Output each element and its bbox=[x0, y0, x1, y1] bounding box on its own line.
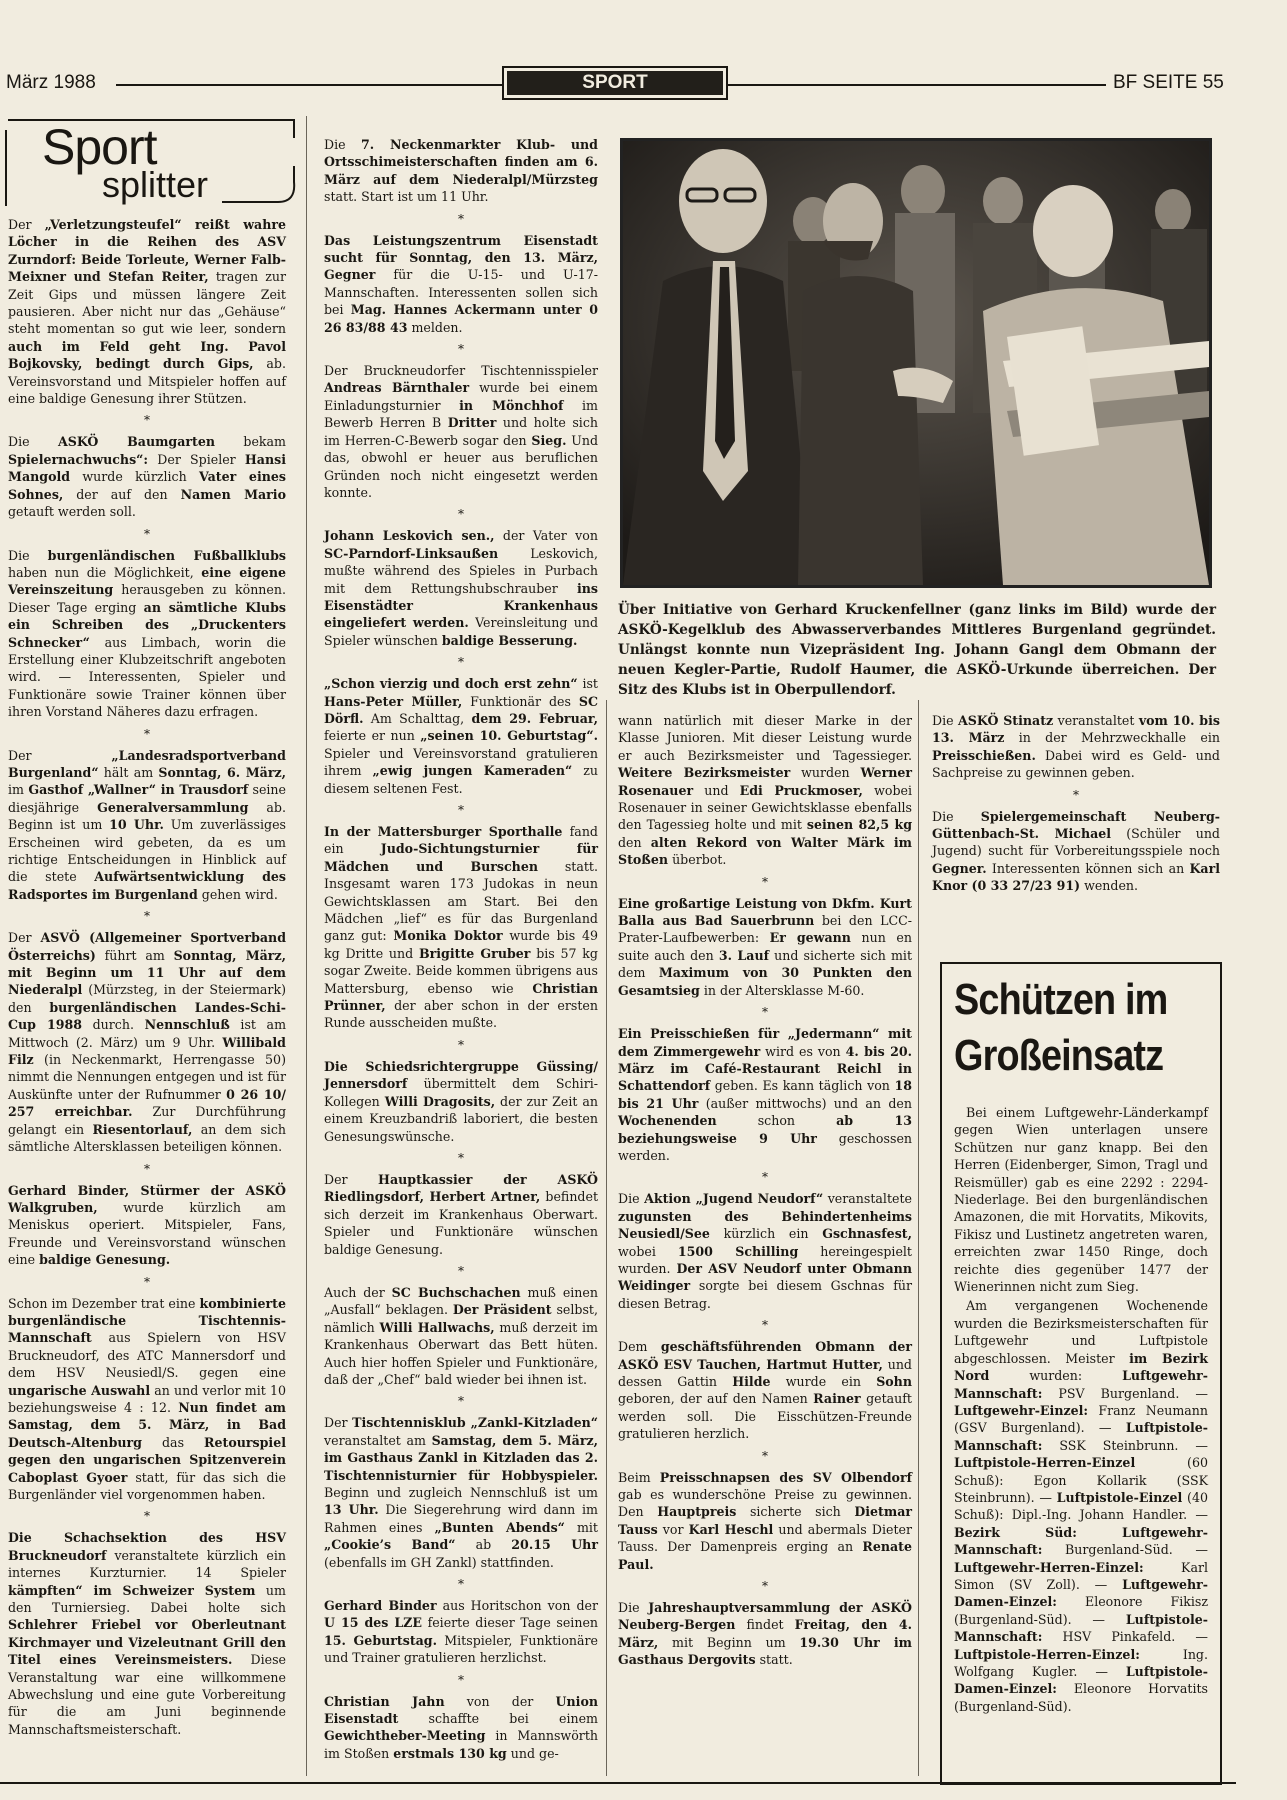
separator-asterisk: * bbox=[762, 1005, 768, 1020]
separator-asterisk: * bbox=[458, 211, 464, 226]
separator-asterisk: * bbox=[762, 1318, 768, 1333]
box-body bbox=[954, 1104, 1208, 1715]
news-item: Der Bruckneudorfer Tischtennisspieler Andreas Bärnthaler wurde bei einem Einladungsturnier in Mönchhof im Bewerb Herren B Dritter und holte sich im Herren-C-Bewerb sogar den Sieg. Und das, obwohl er heuer aus beruflichen Gründen noch nicht eingesetzt werden konnte. bbox=[324, 363, 599, 500]
news-item: Der ASVÖ (Allgemeiner Sportverband Österreichs) führt am Sonntag, März, mit Beginn um 11 Uhr auf dem Niederalpl (Mürzsteg, in der Steiermark) den burgenländischen Landes-Schi-Cup 1988 durch. Nennschluß ist am Mittwoch (2. März) um 9 Uhr. Willibald Filz (in Neckenmarkt, Herrengasse 50) nimmt die Nennungen entgegen und ist für Auskünfte unter der Rufnummer 0 26 10/ 257 erreichbar. Zur Durchführung gelangt ein Riesentorlauf, an dem sich sämtliche Altersklassen beteiligen können. bbox=[8, 930, 287, 1155]
news-item: Dem geschäftsführenden Obmann der ASKÖ ESV Tauchen, Hartmut Hutter, und dessen Gattin Hilde wurde ein Sohn geboren, der auf den Namen Rainer getauft werden soll. Die Eisschützen-Freunde gratulieren herzlich. bbox=[618, 1339, 912, 1442]
news-item: Der Tischtennisklub „Zankl-Kitzladen“ veranstaltet am Samstag, dem 5. März, im Gasthaus Zankl in Kitzladen das 2. Tischtennisturnier für Hobbyspieler. Beginn und zugleich Nennschluß ist um 13 Uhr. Die Siegerehrung wird dann im Rahmen eines „Bunten Abends“ mit „Cookie’s Band“ ab 20.15 Uhr (ebenfalls im GH Zankl) stattfinden. bbox=[324, 1415, 598, 1570]
news-item: „Schon vierzig und doch erst zehn“ ist Hans-Peter Müller, Funktionär des SC Dörfl. Am Schalttag, dem 29. Februar, feierte er nun „seinen 10. Geburtstag“. Spieler und Vereinsvorstand gratulieren ihrem „ewig jungen Kameraden“ zu diesem seltenen Fest. bbox=[324, 676, 599, 796]
box-headline-line1: Schützen im bbox=[954, 975, 1168, 1024]
separator-asterisk: * bbox=[144, 726, 150, 741]
separator-asterisk: * bbox=[762, 1170, 768, 1185]
column-rule-1 bbox=[306, 116, 307, 1776]
news-item: Die burgenländischen Fußballklubs haben nun die Möglichkeit, eine eigene Vereinszeitung herausgeben zu können. Dieser Tage erging an sämtliche Klubs ein Schreiben des „Druckenters Schnecker“ aus Limbach, worin die Erstellung einer Klubzeitschrift angeboten wird. — Interessenten, Spieler und Funktionäre sowie Trainer können über ihren Vorstand Näheres dazu erfragen. bbox=[8, 547, 286, 720]
section-label-box bbox=[502, 66, 728, 100]
title-word-splitter: splitter bbox=[102, 164, 209, 205]
news-item: Ein Preisschießen für „Jedermann“ mit dem Zimmergewehr wird es von 4. bis 20. März im Café-Restaurant Reichl in Schattendorf geben. Es kann täglich von 18 bis 21 Uhr (außer mittwochs) und an den Wochenenden schon ab 13 beziehungsweise 9 Uhr geschossen werden. bbox=[618, 1026, 913, 1163]
news-item: Die Jahreshauptversammlung der ASKÖ Neuberg-Bergen findet Freitag, den 4. März, mit Beginn um 19.30 Uhr im Gasthaus Dergovits statt. bbox=[618, 1600, 912, 1668]
news-item: Johann Leskovich sen., der Vater von SC-Parndorf-Linksaußen Leskovich, mußte während des Spieles in Purbach mit dem Rettungshubschrauber ins Eisenstädter Krankenhaus eingeliefert werden. Vereinsleitung und Spieler wünschen baldige Besserung. bbox=[324, 528, 599, 648]
separator-asterisk: * bbox=[144, 413, 150, 428]
separator-asterisk: * bbox=[1073, 787, 1079, 802]
news-item: Schon im Dezember trat eine kombinierte burgenländische Tischtennis-Mannschaft aus Spielern von HSV Bruckneudorf, des ATC Mannersdorf und dem HSV Neusiedl/S. gegen eine ungarische Auswahl an und verlor mit 10 beziehungsweise 4 : 12. Nun findet am Samstag, dem 5. März, in Bad Deutsch-Altenburg das Retourspiel gegen den ungarischen Spitzenverein Caboplast Gyoer statt, für das sich die Burgenländer viel vorgenommen haben. bbox=[8, 1295, 286, 1502]
separator-asterisk: * bbox=[458, 1577, 464, 1592]
separator-asterisk: * bbox=[144, 1274, 150, 1289]
column-3 bbox=[618, 712, 912, 1672]
page-header bbox=[0, 66, 1287, 106]
separator-asterisk: * bbox=[458, 803, 464, 817]
separator-asterisk: * bbox=[458, 1394, 464, 1409]
photo-caption: Über Initiative von Gerhard Kruckenfellner (ganz links im Bild) wurde der ASKÖ-Kegelklub des Abwasserverbandes Mittleres Burgenland gegründet. Unlängst konnte nun Vizepräsident Ing. Johann Gangl dem Obmann der neuen Kegler-Partie, Rudolf Haumer, die ASKÖ-Urkunde überreichen. Der Sitz des Klubs ist in Oberpullendorf. bbox=[618, 602, 1216, 698]
separator-asterisk: * bbox=[458, 1263, 464, 1278]
separator-asterisk: * bbox=[144, 1161, 150, 1176]
column-1 bbox=[8, 216, 286, 1741]
news-item: Auch der SC Buchschachen muß einen „Ausfall“ beklagen. Der Präsident selbst, nämlich Willi Hallwachs, muß derzeit im Krankenhaus Oberwart das Bett hüten. Auch hier hoffen Spieler und Funktionäre, daß der „Chef“ bald wieder bei ihnen ist. bbox=[324, 1284, 598, 1387]
separator-asterisk: * bbox=[762, 1579, 768, 1594]
article-box-schuetzen bbox=[940, 962, 1222, 1785]
photo-illustration bbox=[623, 141, 1209, 585]
bottom-rule bbox=[0, 1782, 1236, 1784]
header-rule-right bbox=[728, 84, 1106, 86]
separator-asterisk: * bbox=[458, 342, 464, 357]
column-rule-3 bbox=[918, 700, 919, 1776]
separator-asterisk: * bbox=[144, 909, 150, 924]
photo-handshake bbox=[620, 138, 1212, 588]
separator-asterisk: * bbox=[144, 526, 150, 541]
news-item: Die Schachsektion des HSV Bruckneudorf veranstaltete kürzlich ein internes Kurzturnier. 14 Spieler kämpften“ im Schweizer System um den Turniersieg. Dabei holte sich Schlehrer Friebel vor Oberleutnant Kirchmayer und Vizeleutnant Grill den Titel eines Vereinsmeisters. Diese Veranstaltung war eine willkommene Abwechslung und eine gute Vorbereitung für die am Juni beginnende Mannschaftsmeisterschaft. bbox=[8, 1530, 286, 1737]
news-item: Die Spielergemeinschaft Neuberg-Güttenbach-St. Michael (Schüler und Jugend) sucht für Vorbereitungsspiele noch Gegner. Interessenten können sich an Karl Knor (0 33 27/23 91) wenden. bbox=[932, 808, 1220, 894]
header-date: März 1988 bbox=[6, 72, 96, 93]
news-item: Die ASKÖ Stinatz veranstaltet vom 10. bis 13. März in der Mehrzweckhalle ein Preisschießen. Dabei wird es Geld- und Sachpreise zu gewinnen geben. bbox=[932, 713, 1221, 781]
news-item: Die 7. Neckenmarkter Klub- und Ortsschimeisterschaften finden am 6. März auf dem Niederalpl/Mürzsteg statt. Start ist um 11 Uhr. bbox=[324, 137, 598, 205]
sportsplitter-title bbox=[4, 116, 300, 206]
news-item: Der „Landesradsportverband Burgenland“ hält am Sonntag, 6. März, im Gasthof „Wallner“ in Trausdorf seine diesjährige Generalversammlung ab. Beginn ist um 10 Uhr. Um zuverlässiges Erscheinen wird gebeten, da es um richtige Entscheidungen in Hinblick auf die stete Aufwärtsentwicklung des Radsportes im Burgenland gehen wird. bbox=[8, 747, 286, 902]
news-item: Beim Preisschnapsen des SV Olbendorf gab es wunderschöne Preise zu gewinnen. Den Hauptpreis sicherte sich Dietmar Tauss vor Karl Heschl und abermals Dieter Tauss. Der Damenpreis erging an Renate Paul. bbox=[618, 1469, 913, 1572]
news-item: Der Hauptkassier der ASKÖ Riedlingsdorf, Herbert Artner, befindet sich derzeit im Krankenhaus Oberwart. Spieler und Funktionäre wünschen baldige Genesung. bbox=[324, 1171, 599, 1257]
news-item: Die Aktion „Jugend Neudorf“ veranstaltete zugunsten des Behindertenheims Neusiedl/See kürzlich ein Gschnasfest, wobei 1500 Schilling hereingespielt wurden. Der ASV Neudorf unter Obmann Weidinger sorgte bei diesem Gschnas für diesen Betrag. bbox=[618, 1191, 912, 1311]
column-4 bbox=[932, 712, 1220, 898]
section-label: SPORT bbox=[507, 71, 723, 95]
separator-asterisk: * bbox=[458, 1672, 464, 1687]
separator-asterisk: * bbox=[144, 1509, 150, 1524]
box-paragraph: Am vergangenen Wochenende wurden die Bezirksmeisterschaften für Luftgewehr und Luftpistole abgeschlossen. Meister im Bezirk Nord wurden: Luftgewehr-Mannschaft: PSV Burgenland. — Luftgewehr-Einzel: Franz Neumann (GSV Burgenland). — Luftpistole-Mannschaft: SSK Steinbrunn. — Luftpistole-Herren-Einzel (60 Schuß): Egon Kollarik (SSK Steinbrunn). — Luftpistole-Einzel (40 Schuß): Dipl.-Ing. Johann Handler. — Bezirk Süd: Luftgewehr-Mannschaft: Burgenland-Süd. — Luftgewehr-Herren-Einzel: Karl Simon (SV Zoll). — Luftgewehr-Damen-Einzel: Eleonore Fikisz (Burgenland-Süd). — Luftpistole-Mannschaft: HSV Pinkafeld. — Luftpistole-Herren-Einzel: Ing. Wolfgang Kugler. — Luftpistole-Damen-Einzel: Eleonore Horvatits (Burgenland-Süd). bbox=[954, 1298, 1208, 1714]
news-item: Christian Jahn von der Union Eisenstadt schaffte bei einem Gewichtheber-Meeting in Mannswörth im Stoßen erstmals 130 kg und ge- bbox=[324, 1693, 598, 1761]
news-item: Das Leistungszentrum Eisenstadt sucht für Sonntag, den 13. März, Gegner für die U-15- und U-17-Mannschaften. Interessenten sollen sich bei Mag. Hannes Ackermann unter 0 26 83/88 43 melden. bbox=[324, 232, 598, 335]
column-rule-2 bbox=[606, 700, 607, 1776]
separator-asterisk: * bbox=[762, 874, 768, 889]
column-2 bbox=[324, 136, 598, 1765]
box-headline-line2: Großeinsatz bbox=[954, 1031, 1164, 1080]
box-headline bbox=[954, 972, 1172, 1084]
separator-asterisk: * bbox=[458, 1037, 464, 1052]
header-rule-left bbox=[116, 84, 502, 86]
news-item: Gerhard Binder, Stürmer der ASKÖ Walkgruben, wurde kürzlich am Meniskus operiert. Mitspieler, Fans, Freunde und Vereinsvorstand wünschen eine baldige Genesung. bbox=[8, 1182, 286, 1268]
header-page-number: BF SEITE 55 bbox=[1113, 72, 1224, 93]
separator-asterisk: * bbox=[458, 655, 464, 670]
box-paragraph: Bei einem Luftgewehr-Länderkampf gegen Wien unterlagen unsere Schützen nur ganz knapp. Bei den Herren (Eidenberger, Simon, Tragl und Reismüller) gab es eine 2292 : 2294-Niederlage. Bei den burgenländischen Amazonen, die mit Horvatits, Mikovits, Fikisz und Lustinetz angetreten waren, erreichten zwar 1450 Ringe, doch reichte dies gegenüber 1477 der Wienerinnen nicht zum Sieg. bbox=[954, 1105, 1208, 1295]
news-item: Gerhard Binder aus Horitschon von der U 15 des LZE feierte dieser Tage seinen 15. Geburtstag. Mitspieler, Funktionäre und Trainer gratulieren herzlichst. bbox=[324, 1598, 599, 1666]
title-word-sport: Sport bbox=[42, 119, 157, 175]
separator-asterisk: * bbox=[458, 507, 464, 522]
news-item: Die ASKÖ Baumgarten bekam Spielernachwuchs“: Der Spieler Hansi Mangold wurde kürzlich Vater eines Sohnes, der auf den Namen Mario getauft werden soll. bbox=[8, 434, 286, 520]
news-item: Der „Verletzungsteufel“ reißt wahre Löcher in die Reihen des ASV Zurndorf: Beide Torleute, Werner Falb-Meixner und Stefan Reiter, tragen zur Zeit Gips und müssen längere Zeit pausieren. Aber nicht nur das „Gehäuse“ steht momentan so gut wie leer, sondern auch im Feld geht Ing. Pavol Bojkovsky, bedingt durch Gips, ab. Vereinsvorstand und Mitspieler hoffen auf eine baldige Genesung ihrer Stützen. bbox=[8, 217, 286, 407]
news-item: In der Mattersburger Sporthalle fand ein Judo-Sichtungsturnier für Mädchen und Burschen statt. Insgesamt waren 173 Judokas in neun Gewichtsklassen am Start. Bei den Mädchen „lief“ es für das Burgenland ganz gut: Monika Doktor wurde bis 49 kg Dritte und Brigitte Gruber bis 57 kg sogar Zweite. Beide kommen übrigens aus Mattersburg, ebenso wie Christian Prünner, der aber schon in der ersten Runde ausscheiden mußte. bbox=[324, 824, 598, 1031]
news-item: Eine großartige Leistung von Dkfm. Kurt Balla aus Bad Sauerbrunn bei den LCC-Prater-Laufbewerben: Er gewann nun en suite auch den 3. Lauf und sicherte sich mit dem Maximum von 30 Punkten den Gesamtsieg in der Altersklasse M-60. bbox=[618, 895, 913, 998]
news-item: Die Schiedsrichtergruppe Güssing/ Jennersdorf übermittelt dem Schiri-Kollegen Willi Dragosits, der zur Zeit an einem Kreuzbandriß laboriert, die besten Genesungswünsche. bbox=[324, 1058, 598, 1144]
news-item: wann natürlich mit dieser Marke in der Klasse Junioren. Mit dieser Leistung wurde er auch Bezirksmeister und Tagessieger. Weitere Bezirksmeister wurden Werner Rosenauer und Edi Pruckmoser, wobei Rosenauer in seiner Gewichtsklasse ebenfalls den Tagessieg holte und mit seinen 82,5 kg den alten Rekord von Walter Märk im Stoßen überbot. bbox=[618, 713, 913, 868]
separator-asterisk: * bbox=[458, 1150, 464, 1165]
separator-asterisk: * bbox=[762, 1448, 768, 1463]
